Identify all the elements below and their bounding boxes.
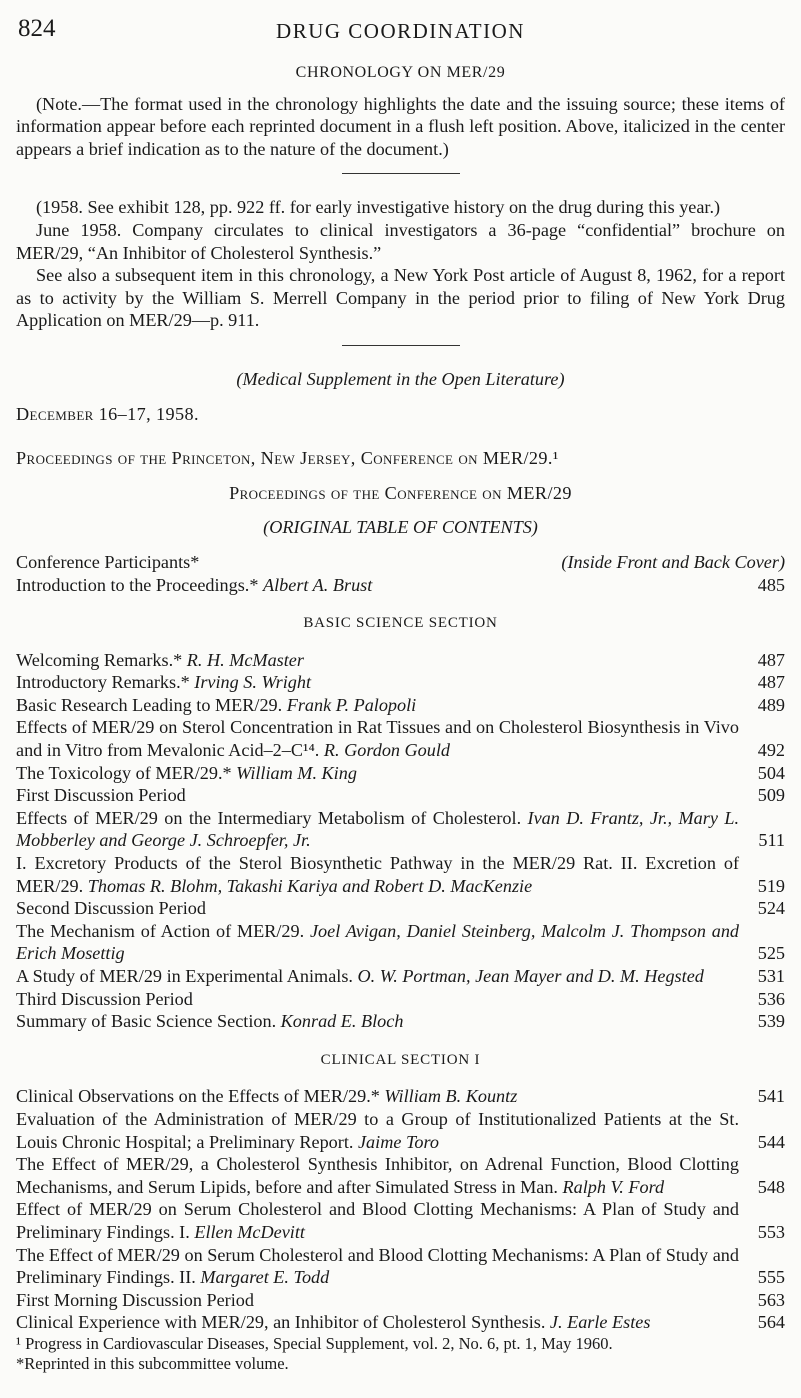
toc-entry-author: Frank P. Palopoli (286, 694, 417, 715)
divider (342, 173, 460, 174)
entry-1958: (1958. See exhibit 128, pp. 922 ff. for early investigative history on the drug during this year.) (36, 197, 721, 218)
toc-entry-page: 485 (757, 574, 785, 595)
toc-entry-page: 531 (757, 966, 785, 986)
toc-entry (16, 807, 785, 852)
toc-entry-title: The Effect of MER/29 on Serum Cholesterol and Blood Clotting Mechanisms: A Plan of Study and Preliminary Findings. II. (16, 1244, 739, 1288)
entry-see-also: See also a subsequent item in this chronology, a New York Post article of August 8, 1962, for a report as to activity by the William S. Merrell Company in the period prior to filing of New York Drug Application on MER/29—p. 911. (16, 265, 785, 331)
toc-entry-author: O. W. Portman, Jean Mayer and D. M. Hegsted (357, 966, 704, 986)
toc-entry-page: 555 (757, 1267, 785, 1288)
toc-entry-author: Ralph V. Ford (562, 1176, 665, 1197)
toc-entry-author: Ellen McDevitt (194, 1221, 305, 1242)
toc-entry-title: Basic Research Leading to MER/29. (16, 694, 283, 715)
toc-entry-author: Jaime Toro (357, 1131, 439, 1152)
toc-entry (16, 649, 785, 672)
toc-entry (16, 965, 785, 988)
toc-entry (16, 784, 785, 807)
toc-entry-title: The Mechanism of Action of MER/29. (16, 920, 305, 941)
toc-entry-title: Welcoming Remarks.* (16, 649, 183, 670)
toc-entry-page: 487 (757, 649, 785, 670)
page-content (16, 62, 785, 1374)
running-title: DRUG COORDINATION (276, 19, 525, 43)
footnote: ¹ Progress in Cardiovascular Diseases, Special Supplement, vol. 2, No. 6, pt. 1, May 1960. (16, 1333, 613, 1353)
toc-entry-title: The Effect of MER/29, a Cholesterol Synthesis Inhibitor, on Adrenal Function, Blood Clotting Mechanisms, and Serum Lipids, before and after Simulated Stress in Man. (16, 1154, 739, 1197)
toc-entry-title: Summary of Basic Science Section. (16, 1011, 277, 1032)
toc-entry-title: Conference Participants* (16, 551, 200, 572)
toc-entry (16, 1085, 785, 1108)
toc-entry-page: 564 (757, 1312, 785, 1333)
footnotes (16, 1334, 785, 1374)
toc-entry (16, 716, 785, 761)
footnote: *Reprinted in this subcommittee volume. (16, 1353, 289, 1373)
toc-entry-author: Konrad E. Bloch (280, 1011, 404, 1032)
toc-entry-page: 541 (757, 1086, 785, 1107)
toc-entry-title: Effects of MER/29 on Sterol Concentration in Rat Tissues and on Cholesterol Biosynthesis in Vivo and in Vitro from Mevalonic Acid–2–C¹⁴. (16, 717, 739, 761)
proceedings-subtitle: Proceedings of the Conference on MER/29 (229, 482, 572, 503)
toc-entry (16, 920, 785, 965)
chronology-heading: CHRONOLOGY ON MER/29 (295, 64, 506, 81)
toc-entry-title: Effect of MER/29 on Serum Cholesterol and Blood Clotting Mechanisms: A Plan of Study and Preliminary Findings. I. (16, 1199, 739, 1242)
toc-entry-title: Evaluation of the Administration of MER/29 to a Group of Institutionalized Patients at the St. Louis Chronic Hospital; a Preliminary Report. (16, 1108, 739, 1152)
toc-entry-author: William M. King (236, 762, 357, 783)
toc-entry-title: Third Discussion Period (16, 988, 193, 1009)
toc-entry (16, 1289, 785, 1312)
toc-entry-page: 536 (757, 988, 785, 1009)
toc-entry-page: 553 (757, 1221, 785, 1242)
basic-science-heading: BASIC SCIENCE SECTION (303, 615, 498, 632)
toc-entry-title: Second Discussion Period (16, 898, 206, 919)
toc-entry-author: J. Earle Estes (549, 1312, 651, 1333)
toc-entry-title: First Morning Discussion Period (16, 1289, 254, 1310)
toc-entry-page: 492 (757, 740, 785, 761)
toc-entry-title: A Study of MER/29 in Experimental Animals. (16, 966, 353, 986)
toc-entry-author: Ivan D. Frantz, Jr., Mary L. Mobberley and George J. Schroepfer, Jr. (16, 807, 739, 851)
toc-entry-title: Clinical Experience with MER/29, an Inhibitor of Cholesterol Synthesis. (16, 1312, 546, 1333)
divider (342, 345, 460, 346)
page-number: 824 (18, 15, 56, 42)
toc-entry (16, 1244, 785, 1289)
toc-entry-page: 519 (757, 875, 785, 896)
toc-front (16, 551, 785, 596)
toc-entry-title: Effects of MER/29 on the Intermediary Metabolism of Cholesterol. (16, 807, 522, 828)
toc-entry-author: Margaret E. Todd (200, 1267, 330, 1288)
toc-entry (16, 1108, 785, 1153)
toc-entry-page: 504 (757, 762, 785, 783)
toc-entry-author: William B. Kountz (384, 1086, 518, 1107)
medical-supplement-label: (Medical Supplement in the Open Literature) (236, 368, 565, 389)
toc-entry-page: 544 (757, 1131, 785, 1152)
toc-entry-title: I. Excretory Products of the Sterol Biosynthetic Pathway in the MER/29 Rat. II. Excretion of MER/29. (16, 853, 739, 896)
toc-entry-page: 539 (757, 1011, 785, 1032)
toc-entry-author: R. H. McMaster (186, 649, 304, 670)
toc-entry (16, 1311, 785, 1334)
toc-entry (16, 671, 785, 694)
toc-entry-page: 548 (757, 1176, 785, 1197)
toc-entry-title: Clinical Observations on the Effects of MER/29.* (16, 1086, 380, 1107)
toc-entry-title: Introductory Remarks.* (16, 672, 190, 693)
toc-entry (16, 988, 785, 1011)
toc-entry (16, 1198, 785, 1243)
toc-entry-page: 525 (757, 943, 785, 964)
toc-clinical (16, 1085, 785, 1334)
toc-entry-author: Joel Avigan, Daniel Steinberg, Malcolm J. Thompson and Erich Mosettig (16, 920, 740, 964)
proceedings-title: Proceedings of the Princeton, New Jersey, Conference on MER/29.¹ (16, 448, 559, 469)
toc-entry (16, 897, 785, 920)
clinical-heading: CLINICAL SECTION I (320, 1051, 481, 1068)
toc-entry (16, 574, 785, 597)
page-header (18, 15, 783, 48)
toc-entry-title: The Toxicology of MER/29.* (16, 762, 232, 783)
toc-entry-page: 563 (757, 1289, 785, 1310)
toc-entry-title: Introduction to the Proceedings.* (16, 574, 259, 595)
toc-entry-page: (Inside Front and Back Cover) (561, 551, 785, 572)
toc-entry (16, 551, 785, 574)
toc-entry (16, 1153, 785, 1198)
toc-entry-page: 487 (757, 672, 785, 693)
toc-entry-author: R. Gordon Gould (323, 740, 451, 761)
toc-entry-page: 489 (757, 694, 785, 715)
entry-june-1958: June 1958. Company circulates to clinical investigators a 36-page “confidential” brochure on MER/29, “An Inhibitor of Cholesterol Synthesis.” (16, 219, 785, 263)
format-note: (Note.—The format used in the chronology highlights the date and the issuing source; these items of information appear before each reprinted document in a flush left position. Above, italicized in the center appears a brief indication as to the nature of the document.) (16, 93, 785, 159)
toc-entry-author: Irving S. Wright (194, 672, 311, 693)
toc-basic-science (16, 649, 785, 1033)
toc-entry (16, 694, 785, 717)
toc-entry (16, 852, 785, 897)
toc-entry-author: Thomas R. Blohm, Takashi Kariya and Robert D. MacKenzie (87, 875, 533, 896)
toc-entry (16, 762, 785, 785)
december-date: December 16–17, 1958. (16, 403, 199, 424)
toc-entry-page: 509 (757, 785, 785, 806)
toc-entry-page: 524 (757, 898, 785, 919)
original-toc-label: (ORIGINAL TABLE OF CONTENTS) (263, 517, 538, 538)
toc-entry-title: First Discussion Period (16, 785, 186, 806)
toc-entry-author: Albert A. Brust (263, 574, 373, 595)
toc-entry (16, 1010, 785, 1033)
toc-entry-page: 511 (758, 830, 785, 851)
